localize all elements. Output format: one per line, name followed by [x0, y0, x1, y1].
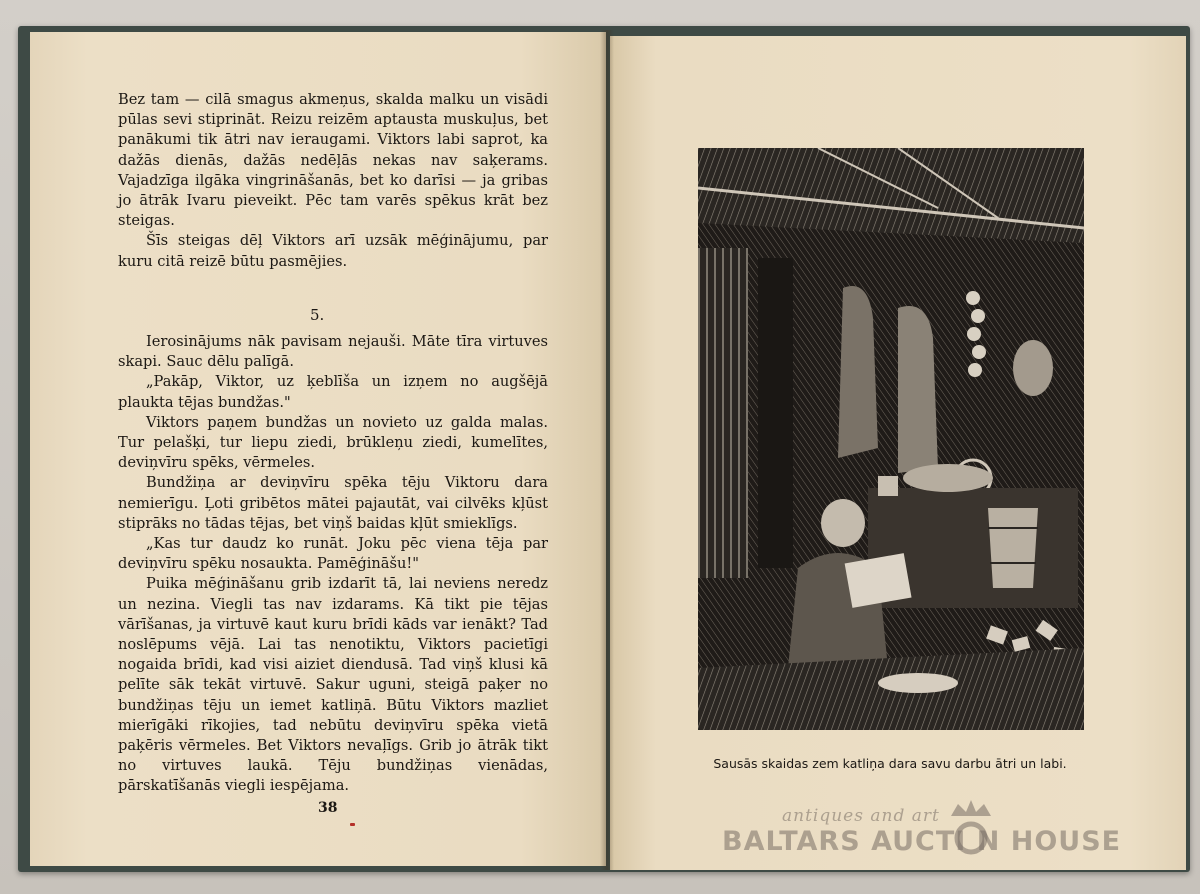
text-block-1 [118, 90, 548, 272]
illustration-art [698, 148, 1084, 730]
page-number: 38 [318, 800, 338, 816]
paragraph: Bez tam — cilā smagus akmeņus, skalda malku un visādi pūlas sevi stiprināt. Reizu reizēm aptausta muskuļus, bet panākumi tik ātri nav ieraugami. Viktors labi saprot, ka dažās dienās, dažās nedēļās nekas nav saķerams. Vajadzīga ilgāka vingrināšanās, bet ko darīsi — ja gribas jo ātrāk Ivaru pieveikt. Pēc tam varēs spēkus krāt bez steigas. [118, 91, 548, 230]
crown-logo-icon [946, 798, 996, 858]
paragraph: Viktors paņem bundžas un novieto uz galda malas. Tur pelašķi, tur liepu ziedi, brūkleņu ziedi, kumelītes, deviņvīru spēks, vērmeles. [118, 413, 548, 472]
book-gutter [600, 30, 614, 870]
red-ink-mark [350, 823, 355, 826]
watermark-logo-text: BALTARS AUCTI N HOUSE [722, 826, 1122, 857]
paragraph: „Pakāp, Viktor, uz ķeblīša un izņem no augšējā plaukta tējas bundžas." [118, 373, 548, 411]
woodcut-illustration [698, 148, 1084, 730]
watermark-tagline: antiques and art [782, 806, 940, 826]
illustration-caption: Sausās skaidas zem katliņa dara savu darbu ātri un labi. [713, 756, 1067, 771]
paragraph: Bundžiņa ar deviņvīru spēka tēju Viktoru dara nemierīgu. Ļoti gribētos mātei pajautāt, vai cilvēks kļūst stiprāks no tādas tējas, bet viņš baidas kļūt smieklīgs. [118, 474, 548, 532]
paragraph: Ierosinājums nāk pavisam nejauši. Māte tīra virtuves skapi. Sauc dēlu palīgā. [118, 333, 548, 371]
text-block-2 [118, 332, 548, 797]
chapter-number: 5. [310, 306, 325, 324]
paragraph: Šīs steigas dēļ Viktors arī uzsāk mēģinājumu, par kuru citā reizē būtu pasmējies. [118, 232, 548, 270]
paragraph: „Kas tur daudz ko runāt. Joku pēc viena tēja par deviņvīru spēku nosaukta. Pamēģināšu!" [118, 535, 548, 573]
paragraph: Puika mēģināšanu grib izdarīt tā, lai neviens neredz un nezina. Viegli tas nav izdarams. Kā tikt pie tējas vārīšanas, ja virtuvē kaut kuru brīdi kāds var ienākt? Tad noslēpums vējā. Lai tas nenotiktu, Viktors pacietīgi nogaida brīdi, kad visi aiziet diendusā. Tad viņš klusi kā pelīte sāk tekāt virtuvē. Sakur uguni, steigā paķer no bundžiņas tēju un iemet katliņā. Būtu Viktors mazliet mierīgāki rīkojies, tad nebūtu deviņvīru spēka vietā paķēris vērmeles. Bet Viktors nevaļīgs. Grib jo ātrāk tikt no virtuves laukā. Tēju bundžiņas vienādas, pārskatīšanās viegli iespējama. [118, 575, 548, 795]
